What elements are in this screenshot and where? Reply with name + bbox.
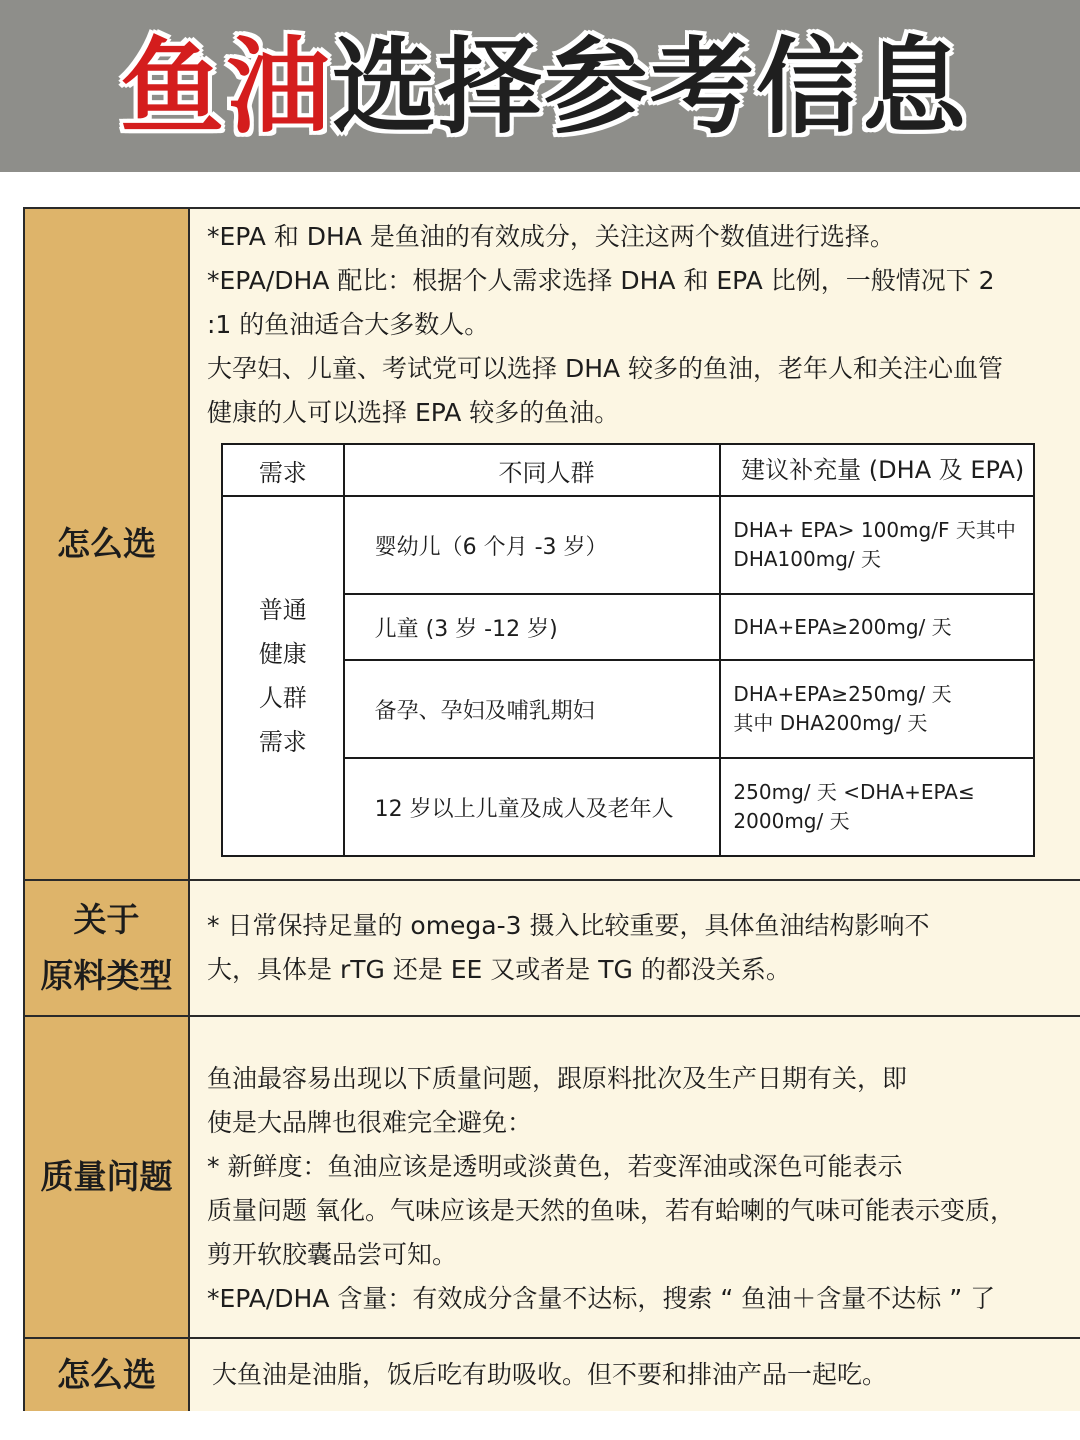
table-row (222, 496, 1034, 594)
text-line: 健康的人可以选择 EPA 较多的鱼油。 (207, 398, 620, 427)
title-red-part: 鱼油 (120, 26, 333, 148)
group-line: 健康 (258, 640, 307, 668)
text-line: 质量问题 氧化。气味应该是天然的鱼味，若有蛤喇的气味可能表示变质， (207, 1196, 1015, 1225)
text-line: *EPA/DHA 配比：根据个人需求选择 DHA 和 EPA 比例，一般情况下 2 (207, 266, 995, 295)
amount-line: DHA+ EPA> 100mg/F 天其中 (733, 518, 1016, 542)
amount-line: 250mg/ 天 <DHA+EPA≤ (733, 780, 975, 804)
population-cell: 备孕、孕妇及哺乳期妇 (344, 660, 721, 758)
header-need: 需求 (222, 444, 344, 496)
amount-line: DHA+EPA≥250mg/ 天 (733, 682, 952, 706)
amount-cell (720, 496, 1034, 594)
label-line: 原料类型 (40, 956, 173, 995)
section-label: 怎么选 (25, 209, 190, 879)
text-line: 剪开软胶囊品尝可知。 (207, 1240, 458, 1269)
population-cell: 12 岁以上儿童及成人及老年人 (344, 758, 721, 856)
amount-cell (720, 758, 1034, 856)
group-line: 普通 (258, 596, 307, 624)
group-line: 需求 (258, 728, 307, 756)
text-line: 大，具体是 rTG 还是 EE 又或者是 TG 的都没关系。 (207, 955, 791, 984)
text-line: * 日常保持足量的 omega-3 摄入比较重要，具体鱼油结构影响不 (207, 911, 930, 940)
text-line: 鱼油最容易出现以下质量问题，跟原料批次及生产日期有关，即 (207, 1064, 908, 1093)
population-cell: 婴幼儿（6 个月 -3 岁） (344, 496, 721, 594)
dosage-table (221, 443, 1035, 857)
header-band (0, 0, 1080, 172)
section-content (190, 1017, 1080, 1337)
population-cell: 儿童 (3 岁 -12 岁) (344, 594, 721, 660)
page-title (120, 22, 968, 152)
amount-cell (720, 594, 1034, 660)
info-table (23, 207, 1080, 1411)
table-row (222, 758, 1034, 856)
text-line: 使是大品牌也很难完全避免： (207, 1108, 533, 1137)
table-row (222, 660, 1034, 758)
section-content (190, 1339, 1080, 1411)
section-label (25, 881, 190, 1015)
section-quality (25, 1017, 1080, 1337)
text-line: 大孕妇、儿童、考试党可以选择 DHA 较多的鱼油，老年人和关注心血管 (207, 354, 1004, 383)
text-line: :1 的鱼油适合大多数人。 (207, 310, 490, 339)
dosage-table-header (222, 444, 1034, 496)
group-line: 人群 (258, 684, 307, 712)
text-line: *EPA/DHA 含量：有效成分含量不达标，搜索 “ 鱼油＋含量不达标 ” 了 (207, 1284, 996, 1313)
text-line: * 新鲜度：鱼油应该是透明或淡黄色，若变浑油或深色可能表示 (207, 1152, 903, 1181)
amount-line: DHA+EPA≥200mg/ 天 (733, 614, 952, 639)
group-cell (222, 496, 344, 856)
table-row (222, 594, 1034, 660)
section-raw-material (25, 881, 1080, 1015)
amount-line: DHA100mg/ 天 (733, 547, 881, 571)
section-how-to-choose (25, 209, 1080, 879)
amount-line: 其中 DHA200mg/ 天 (733, 711, 928, 735)
section-label: 质量问题 (25, 1017, 190, 1337)
section-content (190, 881, 1080, 1015)
title-dark-part: 选择参考信息 (332, 26, 969, 148)
header-population: 不同人群 (344, 444, 721, 496)
header-amount: 建议补充量 (DHA 及 EPA) (720, 444, 1034, 496)
text-line: *EPA 和 DHA 是鱼油的有效成分，关注这两个数值进行选择。 (207, 222, 895, 251)
label-line: 关于 (73, 900, 140, 939)
text-line: 大鱼油是油脂，饭后吃有助吸收。但不要和排油产品一起吃。 (212, 1360, 888, 1389)
section-how-to-take (25, 1339, 1080, 1411)
amount-line: 2000mg/ 天 (733, 809, 850, 833)
amount-cell (720, 660, 1034, 758)
section-label: 怎么选 (25, 1339, 190, 1411)
